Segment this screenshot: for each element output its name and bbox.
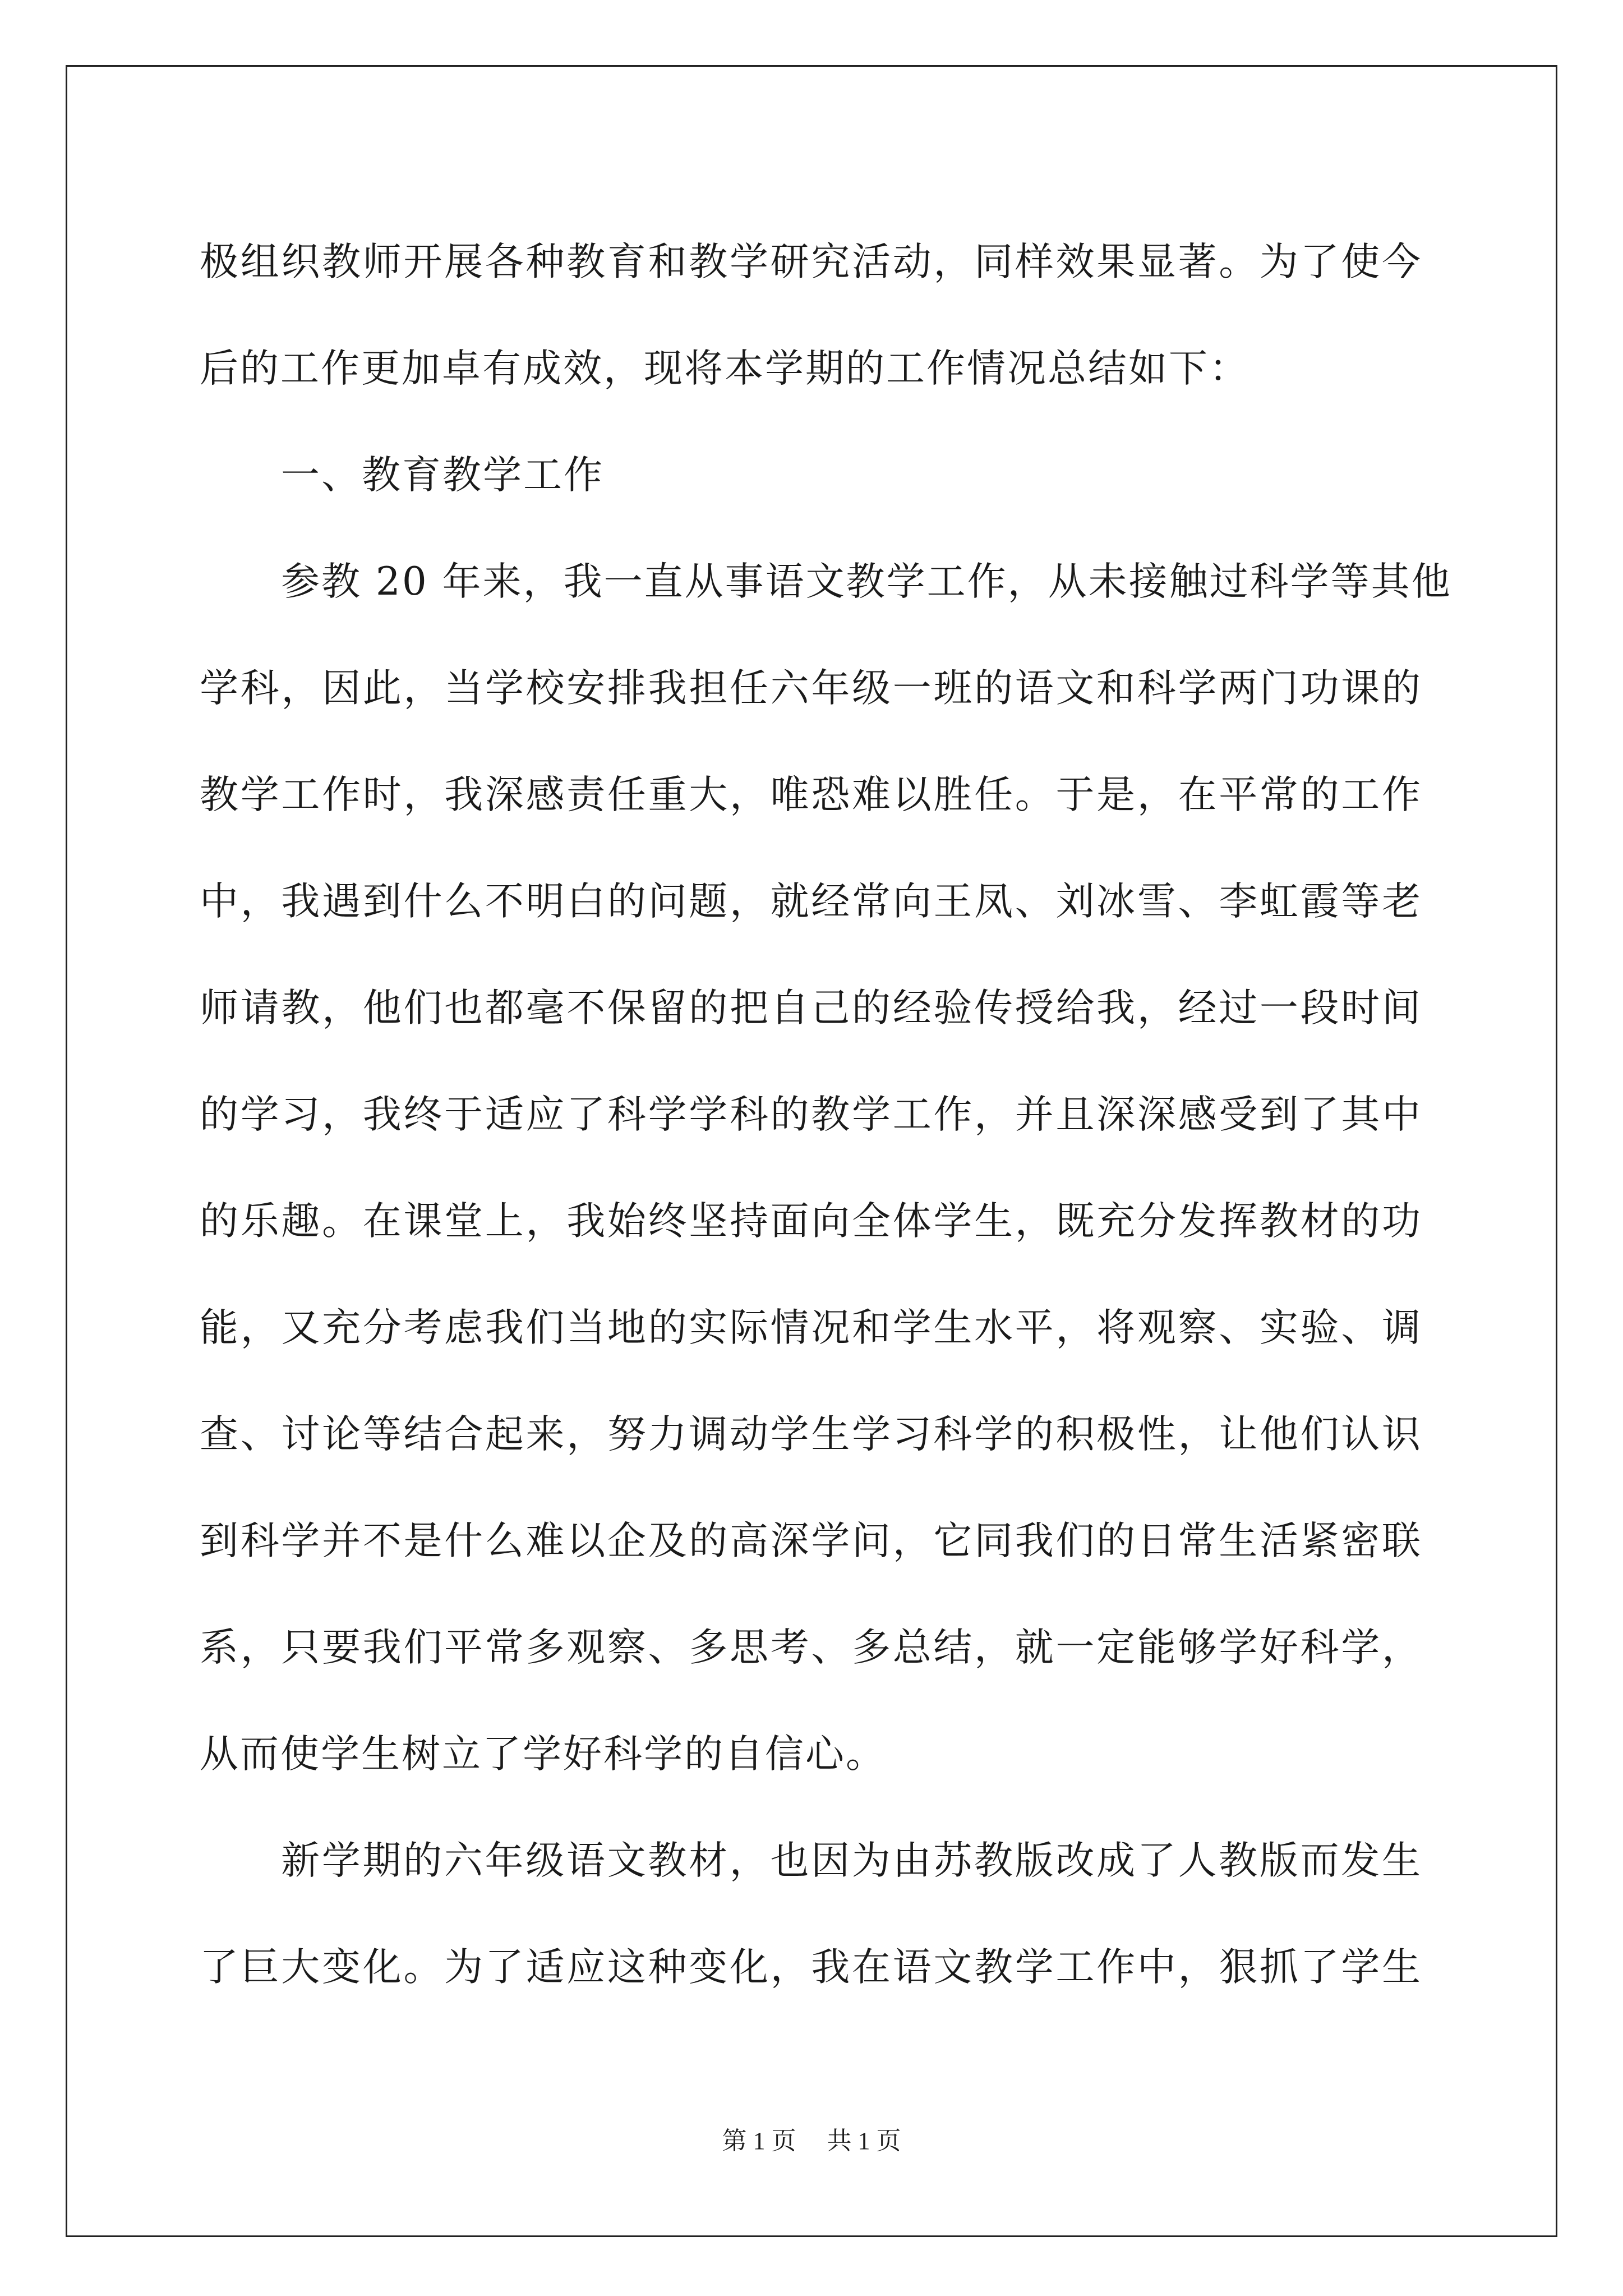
- text-line: 教学工作时，我深感责任重大，唯恐难以胜任。于是，在平常的工作: [200, 772, 1422, 817]
- text-line: 到科学并不是什么难以企及的高深学问，它同我们的日常生活紧密联: [200, 1519, 1422, 1563]
- section-heading: 一、教育教学工作: [281, 453, 604, 498]
- page-number-total: 共 1 页: [827, 2127, 901, 2155]
- page-number-current: 第 1 页: [722, 2127, 796, 2155]
- text-line: 新学期的六年级语文教材，也因为由苏教版改成了人教版而发生: [281, 1838, 1422, 1883]
- text-line: 中，我遇到什么不明白的问题，就经常向王凤、刘冰雪、李虹霞等老: [200, 879, 1422, 924]
- text-line: 从而使学生树立了学好科学的自信心。: [200, 1732, 886, 1777]
- text-line: 参教 20 年来，我一直从事语文教学工作，从未接触过科学等其他: [281, 559, 1452, 604]
- text-line: 极组织教师开展各种教育和教学研究活动，同样效果显著。为了使今: [200, 240, 1422, 284]
- text-line: 学科，因此，当学校安排我担任六年级一班的语文和科学两门功课的: [200, 666, 1422, 711]
- text-line: 的学习，我终于适应了科学学科的教学工作，并且深深感受到了其中: [200, 1092, 1422, 1137]
- text-line: 后的工作更加卓有成效，现将本学期的工作情况总结如下：: [200, 346, 1249, 391]
- text-line: 查、讨论等结合起来，努力调动学生学习科学的积极性，让他们认识: [200, 1412, 1422, 1457]
- text-line: 师请教，他们也都毫不保留的把自己的经验传授给我，经过一段时间: [200, 986, 1422, 1030]
- page-footer: [0, 2124, 1623, 2158]
- text-line: 了巨大变化。为了适应这种变化，我在语文教学工作中，狠抓了学生: [200, 1945, 1422, 1990]
- text-line: 能，又充分考虑我们当地的实际情况和学生水平，将观察、实验、调: [200, 1305, 1422, 1350]
- document-body: [200, 209, 1452, 2021]
- text-line: 的乐趣。在课堂上，我始终坚持面向全体学生，既充分发挥教材的功: [200, 1199, 1422, 1244]
- text-line: 系，只要我们平常多观察、多思考、多总结，就一定能够学好科学，: [200, 1625, 1422, 1670]
